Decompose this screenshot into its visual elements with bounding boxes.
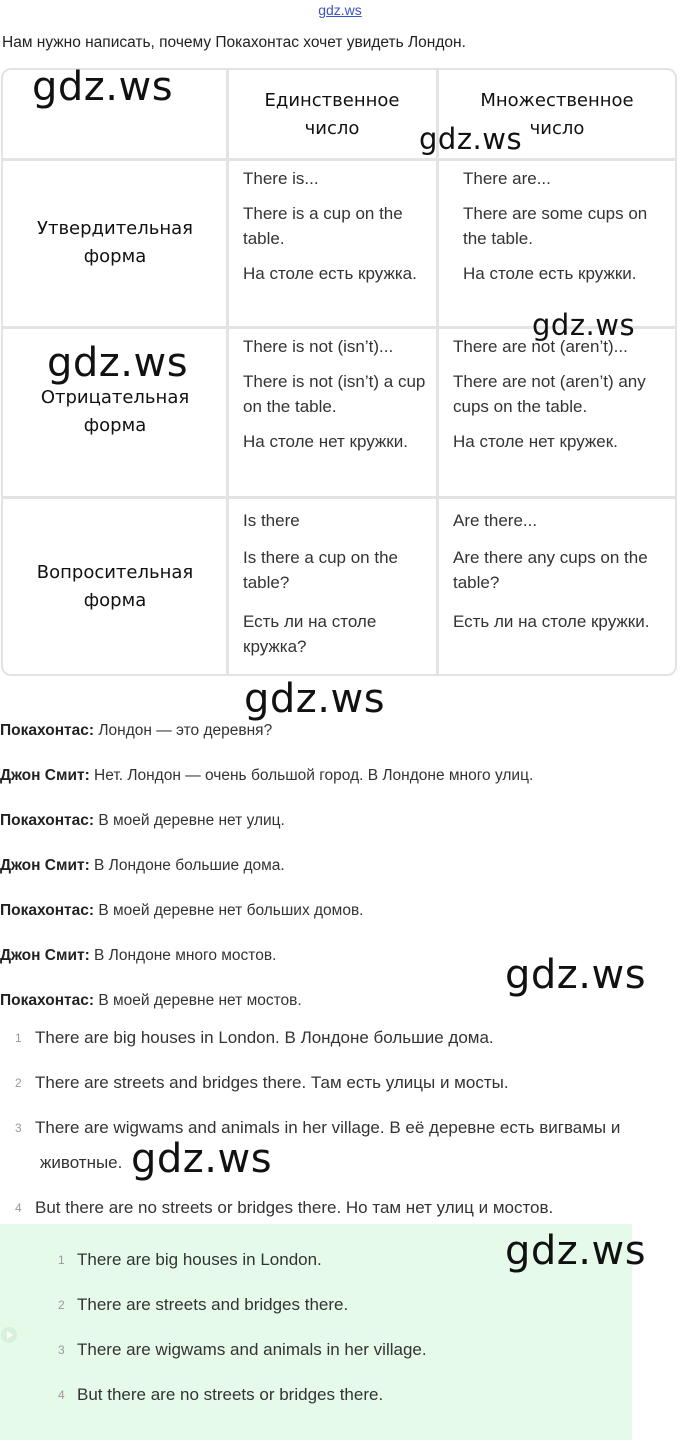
cell-example: Are there any cups on the table? — [453, 548, 648, 592]
dialogue-line: Покахонтас: В моей деревне нет мостов. — [0, 992, 302, 1009]
list-item — [0, 1114, 680, 1174]
cell-translation: На столе нет кружки. — [243, 432, 408, 451]
site-link[interactable]: gdz.ws — [318, 2, 362, 18]
cell-translation: Есть ли на столе кружка? — [243, 612, 377, 656]
cell-plural — [439, 498, 677, 676]
item-number: 4 — [15, 1201, 22, 1215]
line-text: Нет. Лондон — очень большой город. В Лондоне много улиц. — [89, 767, 534, 784]
row-label: Отрицательная форма — [40, 387, 190, 436]
table-row-affirmative — [3, 160, 675, 326]
line-text: В моей деревне нет мостов. — [94, 992, 302, 1009]
speaker: Джон Смит — [0, 857, 85, 874]
line-text: В моей деревне нет больших домов. — [94, 902, 364, 919]
watermark: gdz.ws — [505, 1228, 647, 1274]
cell-translation: Есть ли на столе кружки. — [453, 612, 650, 631]
item-text: There are big houses in London. — [77, 1250, 322, 1269]
dialogue-line: Покахонтас: В моей деревне нет больших домов. — [0, 902, 364, 919]
dialogue-line: Джон Смит: В Лондоне большие дома. — [0, 857, 285, 874]
watermark: gdz.ws — [244, 676, 386, 722]
speaker: Покахонтас — [0, 812, 89, 829]
cell-plural — [439, 160, 677, 326]
cell-example: There are some cups on the table. — [463, 204, 648, 248]
watermark: gdz.ws — [131, 1136, 273, 1182]
cell-translation: На столе нет кружек. — [453, 432, 618, 451]
cell-example: There is not (isn’t) a cup on the table. — [243, 372, 426, 416]
item-number: 4 — [58, 1388, 65, 1402]
cell-pattern: Are there... — [453, 511, 538, 530]
item-text: But there are no streets or bridges there. Но там нет улиц и мостов. — [35, 1198, 554, 1217]
row-label: Утвердительная форма — [36, 218, 193, 267]
item-number: 3 — [15, 1121, 22, 1135]
dialogue-line: Покахонтас: В моей деревне нет улиц. — [0, 812, 285, 829]
line-text: В Лондоне много мостов. — [89, 947, 277, 964]
header-singular: Единственное число — [264, 89, 400, 139]
cell-example: There is a cup on the table. — [243, 204, 403, 248]
dialogue-line: Джон Смит: В Лондоне много мостов. — [0, 947, 277, 964]
watermark: gdz.ws — [505, 952, 647, 998]
cell-pattern: Is there — [243, 511, 300, 530]
dialogue-line: Джон Смит: Нет. Лондон — очень большой город. В Лондоне много улиц. — [0, 767, 534, 784]
item-number: 1 — [58, 1253, 65, 1267]
cell-translation: На столе есть кружка. — [243, 264, 417, 283]
intro-text: Нам нужно написать, почему Покахонтас хочет увидеть Лондон. — [2, 34, 466, 51]
cell-example: Is there a cup on the table? — [243, 548, 398, 592]
item-text: There are big houses in London. В Лондоне большие дома. — [35, 1028, 494, 1047]
cell-pattern: There are... — [463, 169, 551, 188]
item-number: 2 — [58, 1298, 65, 1312]
row-label: Вопросительная форма — [36, 562, 194, 611]
item-text: There are streets and bridges there. Там есть улицы и мосты. — [35, 1073, 509, 1092]
item-text: There are streets and bridges there. — [77, 1295, 349, 1314]
cell-pattern: There is... — [243, 169, 319, 188]
item-text: There are wigwams and animals in her village. — [77, 1340, 427, 1359]
header-plural: Множественное число — [480, 89, 634, 139]
speaker: Покахонтас — [0, 722, 89, 739]
dialogue-line: Покахонтас: Лондон — это деревня? — [0, 722, 273, 739]
speaker: Покахонтас — [0, 902, 89, 919]
item-text-continued: животные. — [40, 1153, 123, 1172]
speaker: Джон Смит — [0, 767, 85, 784]
cell-pattern: There is not (isn’t)... — [243, 337, 394, 356]
line-text: В моей деревне нет улиц. — [94, 812, 285, 829]
cell-example: There are not (aren’t) any cups on the table. — [453, 372, 646, 416]
item-number: 2 — [15, 1076, 22, 1090]
cell-singular — [229, 498, 437, 676]
cell-translation: На столе есть кружки. — [463, 264, 637, 283]
cell-singular — [229, 160, 437, 326]
line-text: Лондон — это деревня? — [94, 722, 273, 739]
watermark: gdz.ws — [32, 64, 174, 110]
cell-pattern: There are not (aren’t)... — [453, 337, 628, 356]
item-number: 1 — [15, 1031, 22, 1045]
speaker: Покахонтас — [0, 992, 89, 1009]
cell-singular — [229, 328, 437, 496]
play-icon[interactable] — [1, 1327, 17, 1343]
cell-plural — [439, 328, 677, 496]
line-text: В Лондоне большие дома. — [89, 857, 285, 874]
watermark: gdz.ws — [419, 122, 523, 156]
item-number: 3 — [58, 1343, 65, 1357]
item-text: There are wigwams and animals in her village. В её деревне есть вигвамы и — [35, 1118, 621, 1137]
speaker: Джон Смит — [0, 947, 85, 964]
item-text: But there are no streets or bridges there. — [77, 1385, 384, 1404]
table-row-question — [3, 498, 675, 676]
watermark: gdz.ws — [532, 308, 636, 342]
watermark: gdz.ws — [47, 340, 189, 386]
